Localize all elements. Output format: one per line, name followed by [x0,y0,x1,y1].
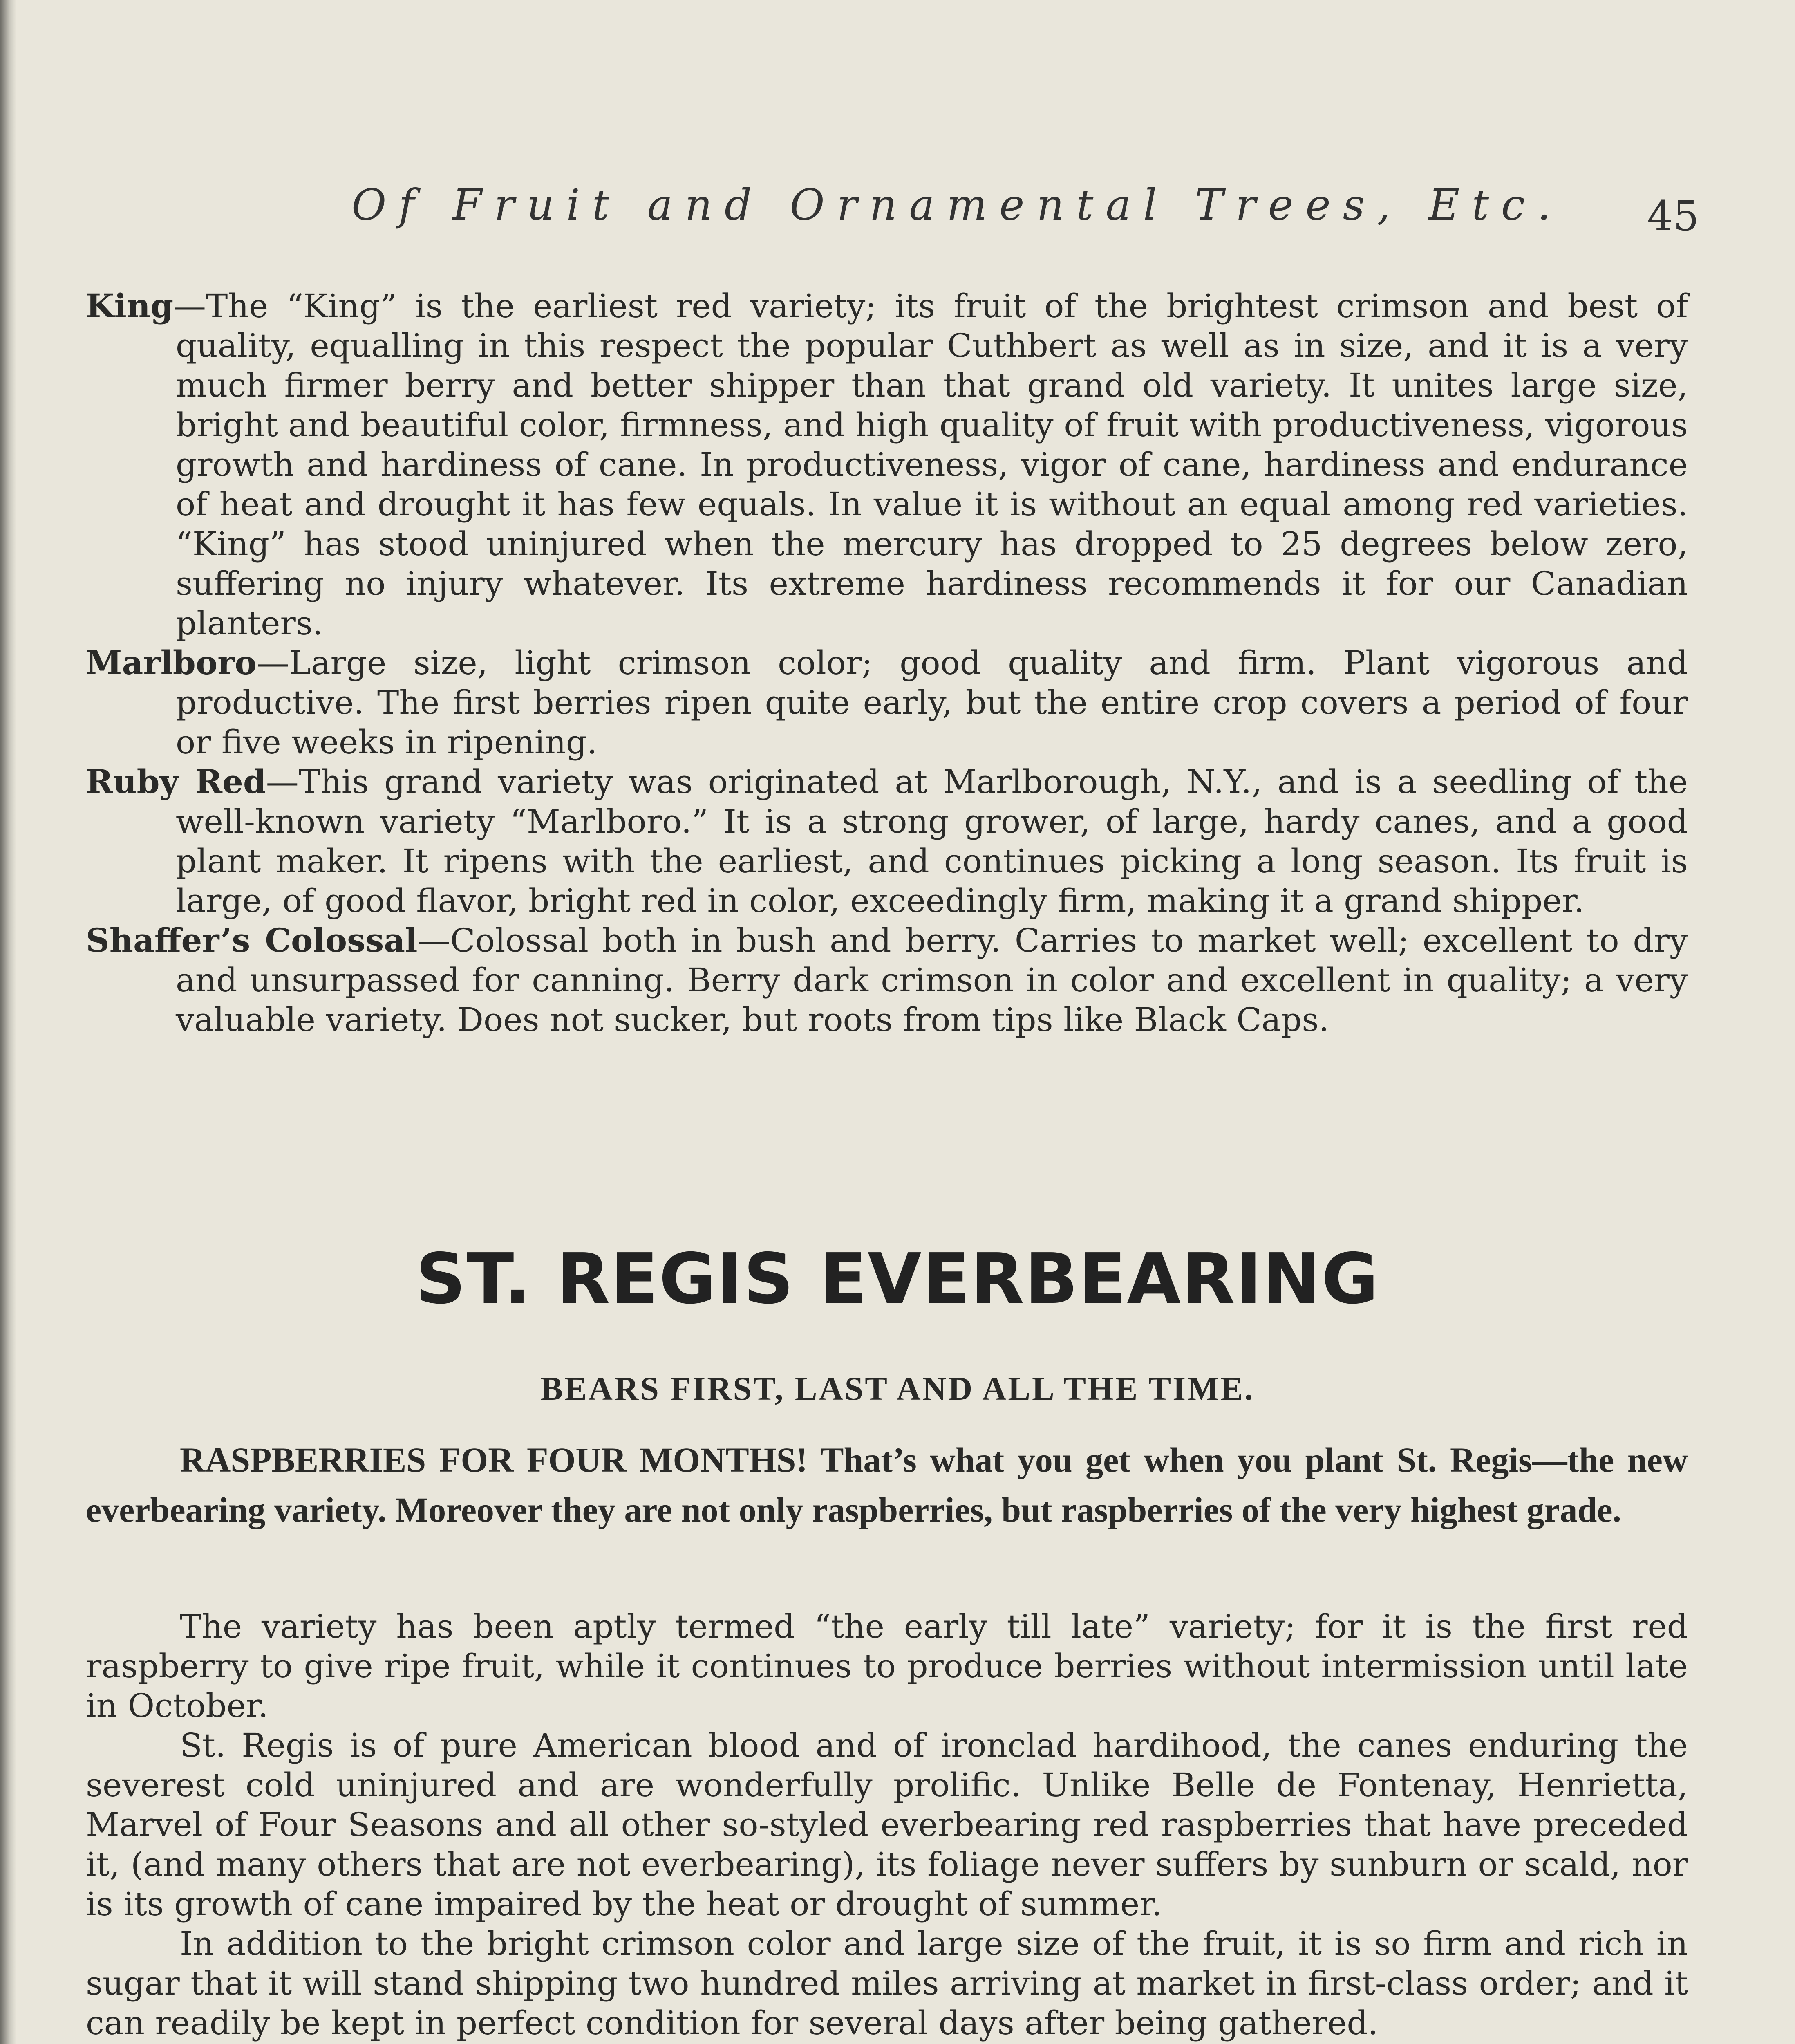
page-edge-shadow [0,0,16,2044]
variety-description: —The “King” is the earliest red variety; its fruit of the brightest crimson and best of quality, equalling in this respect the popular Cuthbert as well as in size, and it is a very much firmer berry and better shipper than that grand old variety. It unites large size, bright and beautiful color, firmness, and high quality of fruit with productiveness, vigorous growth and hardiness of cane. In productiveness, vigor of cane, hardiness and endurance of heat and drought it has few equals. In value it is without an equal among red varieties. “King” has stood uninjured when the mercury has dropped to 25 degrees below zero, suffering no injury whatever. Its extreme hardiness recommends it for our Canadian planters. [173,287,1688,642]
body-paragraph: The variety has been aptly termed “the early till late” variety; for it is the first red raspberry to give ripe fruit, while it continues to produce berries without intermission until late in October. [86,1607,1688,1725]
running-header: Of Fruit and Ornamental Trees, Etc. [351,180,1563,230]
variety-term: King [86,287,174,325]
variety-entry-marlboro [86,643,1688,762]
variety-entry-shaffers-colossal [86,921,1688,1040]
section-body [86,1607,1688,2044]
page-number: 45 [1647,192,1699,240]
variety-term: Ruby Red [86,762,266,801]
body-paragraph: In addition to the bright crimson color and large size of the fruit, it is so firm and rich in sugar that it will stand shipping two hundred miles arriving at market in first-class order; and it can readily be kept in perfect condition for several days after being gathered. [86,1925,1688,2042]
section-intro: RASPBERRIES FOR FOUR MONTHS! That’s what you get when you plant St. Regis—the new everbearing variety. Moreover they are not only raspberries, but raspberries of the very highest grade. [86,1440,1688,1529]
section-title: ST. REGIS EVERBEARING [416,1239,1379,1320]
variety-term: Marlboro [86,643,257,682]
variety-description: —Colossal both in bush and berry. Carries to market well; excellent to dry and unsurpassed for canning. Berry dark crimson in color and excellent in quality; a very valuable variety. Does not sucker, but roots from tips like Black Caps. [176,921,1688,1039]
variety-entries [86,286,1688,1040]
body-paragraph: St. Regis is of pure American blood and of ironclad hardihood, the canes enduring the severest cold uninjured and are wonderfully prolific. Unlike Belle de Fontenay, Henrietta, Marvel of Four Seasons and all other so-styled everbearing red raspberries that have preceded it, (and many others that are not everbearing), its foliage never suffers by sunburn or scald, nor is its growth of cane impaired by the heat or drought of summer. [86,1726,1688,1923]
variety-entry-ruby-red [86,762,1688,921]
variety-description: —Large size, light crimson color; good quality and firm. Plant vigorous and productive. The first berries ripen quite early, but the entire crop covers a period of four or five weeks in ripening. [176,644,1688,761]
variety-description: —This grand variety was originated at Marlborough, N.Y., and is a seedling of the well-known variety “Marlboro.” It is a strong grower, of large, hardy canes, and a good plant maker. It ripens with the earliest, and continues picking a long season. Its fruit is large, of good flavor, bright red in color, exceedingly firm, making it a grand shipper. [176,763,1688,920]
section-tagline: BEARS FIRST, LAST AND ALL THE TIME. [540,1370,1255,1407]
variety-entry-king [86,286,1688,643]
variety-term: Shaffer’s Colossal [86,921,418,959]
